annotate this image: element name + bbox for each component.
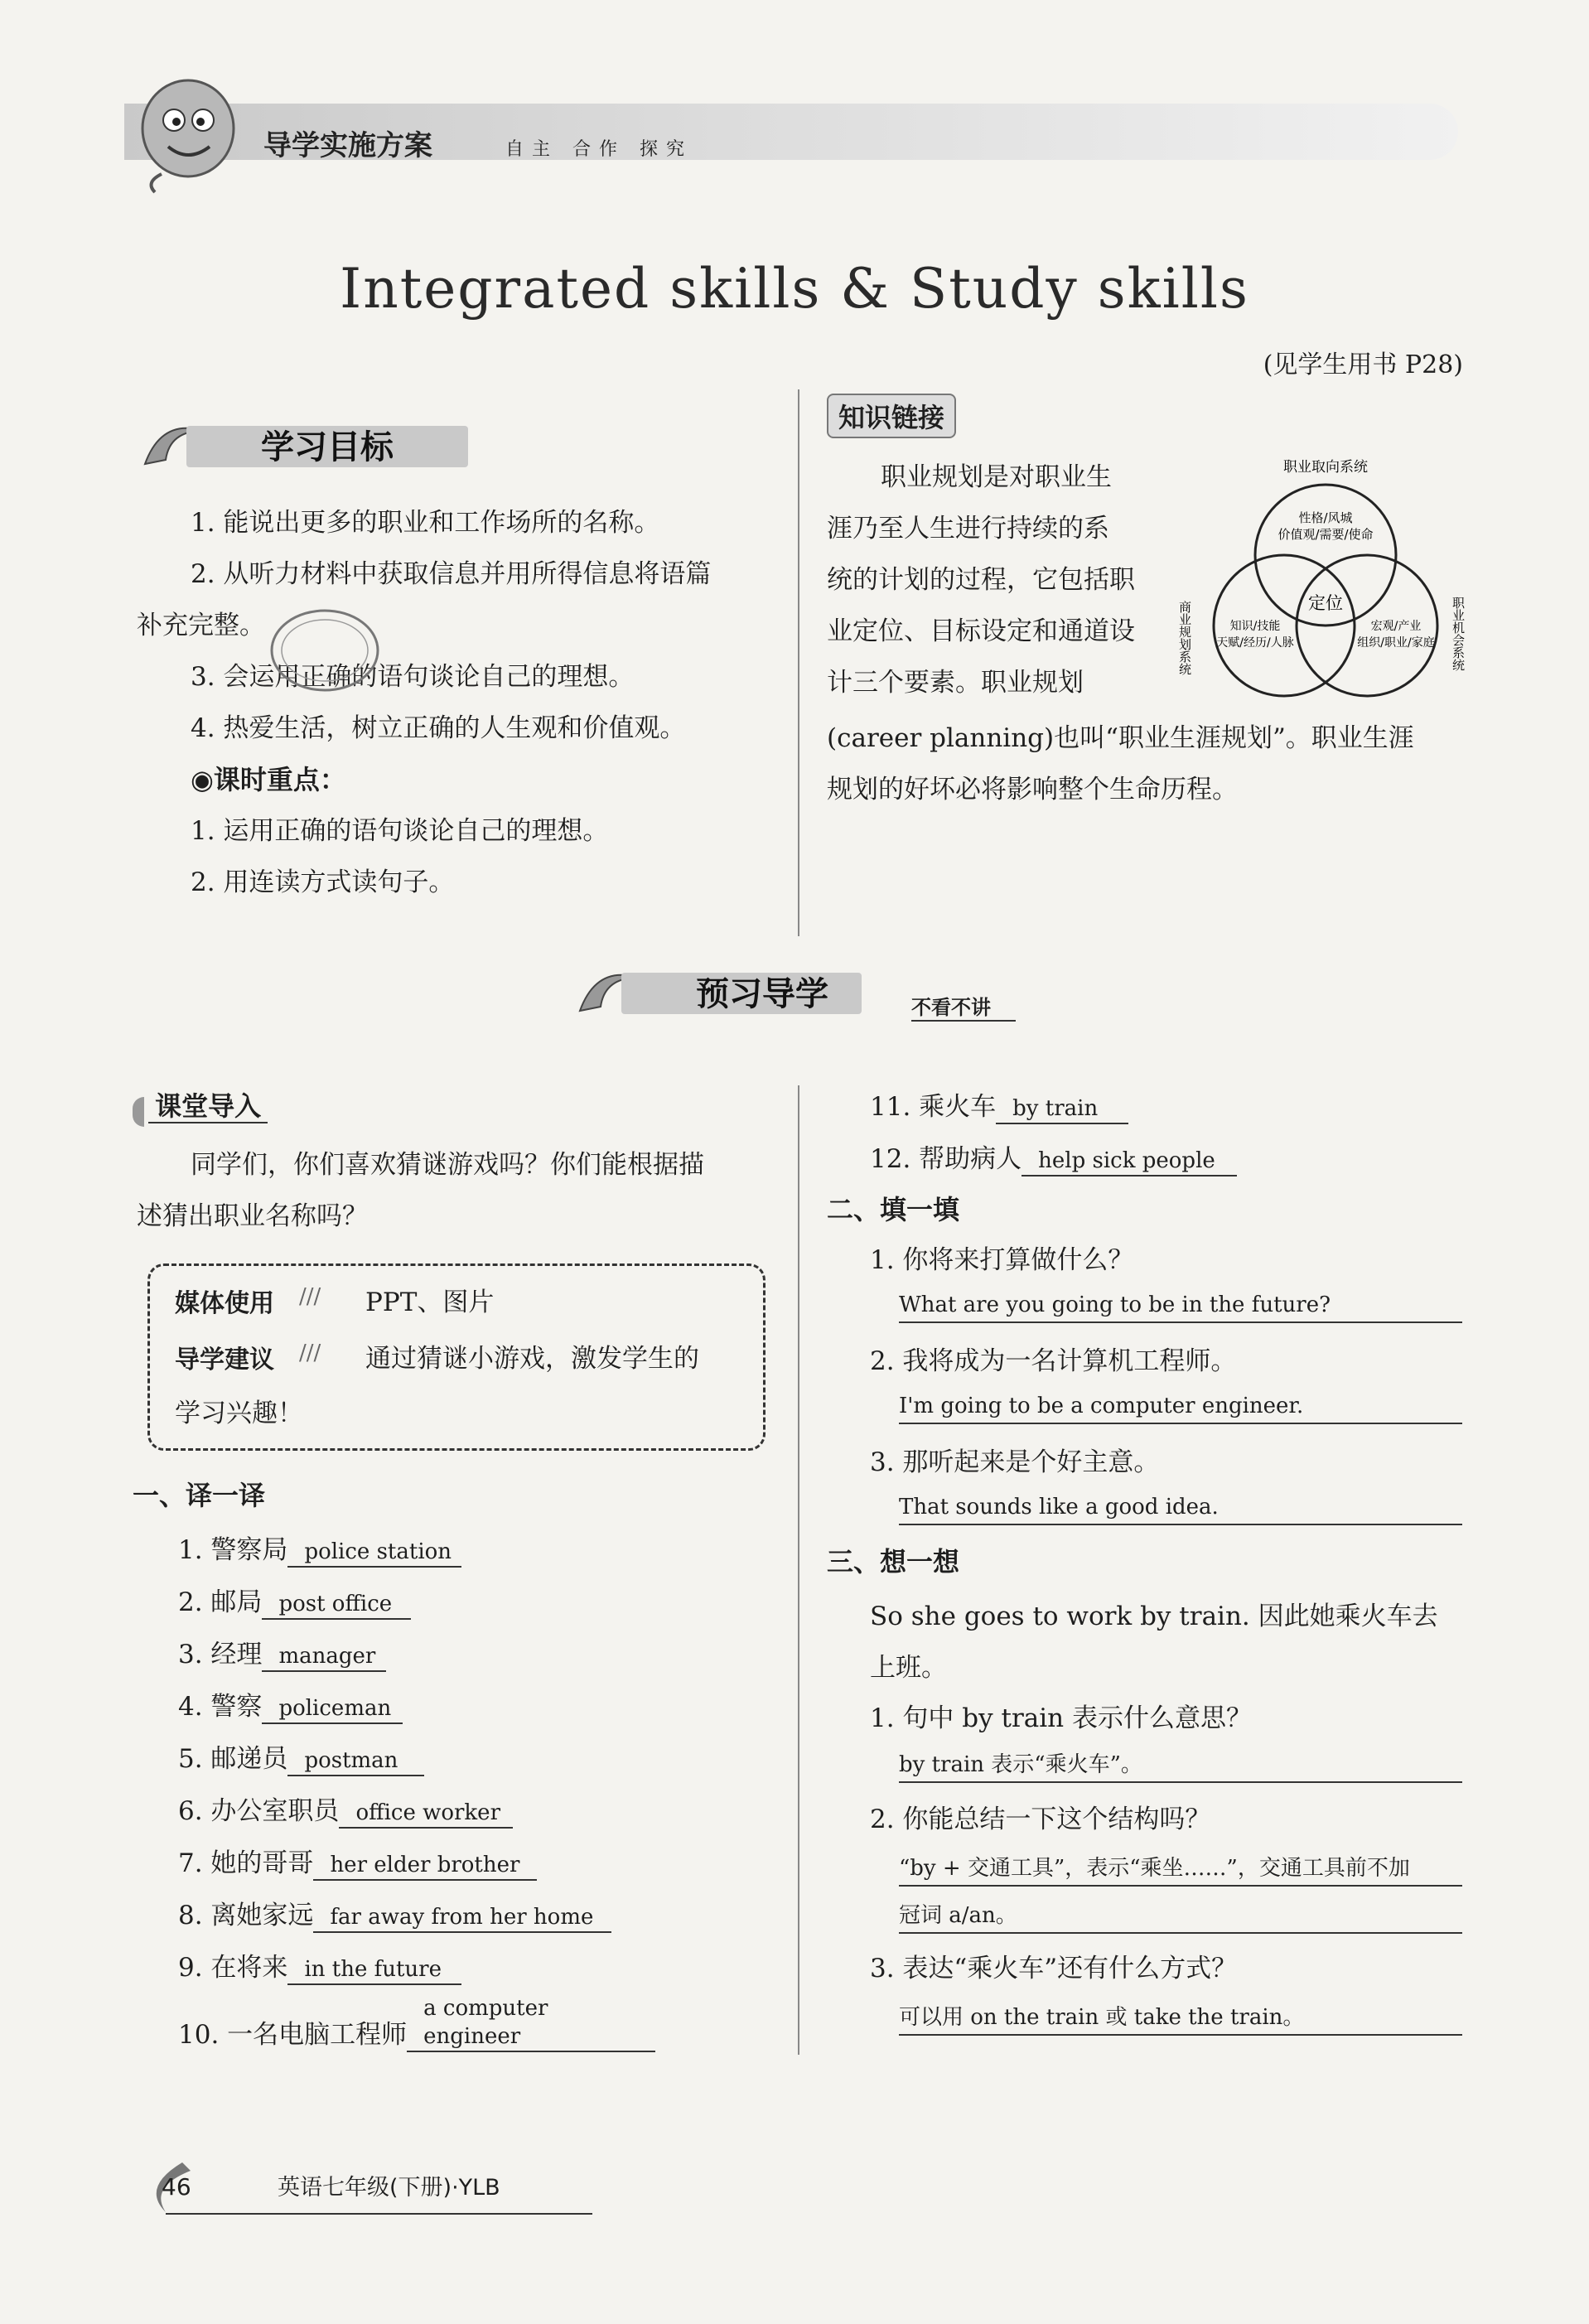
teaching-tips-box [147,1263,766,1451]
translate-item [178,1681,775,1733]
fill-answer: That sounds like a good idea. [899,1491,1462,1525]
media-value: PPT、图片 [365,1288,495,1317]
column-divider [798,1085,799,2055]
textbook-reference: (见学生用书 P28) [1263,350,1463,379]
column-divider [798,389,799,936]
preview-banner [572,961,1036,1021]
knowledge-text-full [827,713,1473,815]
translate-answer: a computer engineer [407,1994,655,2052]
intro-line: 述猜出职业名称吗？ [137,1201,368,1231]
translate-answer: in the future [287,1955,461,1985]
svg-text:宏观/产业: 宏观/产业 [1370,620,1422,633]
fill-answer: I'm going to be a computer engineer. [899,1389,1462,1424]
translate-answer: post office [262,1590,411,1620]
fill-question: 2. 我将成为一名计算机工程师。 [870,1346,1237,1376]
translate-list-continued [870,1081,1483,1186]
translate-list [178,1524,775,2050]
objective-item: 2. 从听力材料中获取信息并用所得信息将语篇 [191,559,712,589]
key-points-label: ◉课时重点： [191,764,346,795]
stamp-seal [267,605,383,696]
think-answer: 可以用 on the train 或 take the train。 [899,2001,1462,2036]
translate-answer: office worker [339,1799,513,1829]
key-point-item: 2. 用连读方式读句子。 [191,867,455,897]
footer-title: 英语七年级(下册)·YLB [278,2175,500,2201]
translate-question: 12. 帮助病人 [870,1144,1022,1174]
think-answer: 冠词 a/an。 [899,1899,1462,1934]
advice-line: 学习兴趣！ [175,1399,303,1428]
diagram-center: 定位 [1308,593,1343,613]
objective-item: 4. 热爱生活，树立正确的人生观和价值观。 [191,713,686,743]
think-line: 上班。 [870,1653,947,1683]
fill-answer: What are you going to be in the future? [899,1288,1462,1323]
knowledge-line: 涯乃至人生进行持续的系 [827,514,1109,544]
knowledge-line: 规划的好坏必将影响整个生命历程。 [827,775,1238,804]
think-intro [870,1591,1483,1693]
objective-item: 补充完整。 [137,611,265,640]
think-question: 2. 你能总结一下这个结构吗？ [870,1805,1211,1834]
objective-item: 1. 能说出更多的职业和工作场所的名称。 [191,508,660,538]
knowledge-line: 业定位、目标设定和通道设 [827,616,1135,646]
translate-question: 9. 在将来 [178,1953,288,1983]
mascot-icon [128,70,244,195]
svg-text:商业规划系统: 商业规划系统 [1177,601,1192,675]
translate-heading: 一、译一译 [133,1480,266,1511]
knowledge-line: 职业规划是对职业生 [881,462,1112,492]
key-point-item: 1. 运用正确的语句谈论自己的理想。 [191,816,609,846]
translate-answer: her elder brother [313,1851,537,1881]
translate-item [178,1838,775,1890]
objectives-banner [137,414,485,474]
header-title: 导学实施方案 [263,129,432,162]
svg-text:天赋/经历/人脉: 天赋/经历/人脉 [1216,636,1294,650]
svg-text:价值观/需要/使命: 价值观/需要/使命 [1277,527,1374,542]
think-line: So she goes to work by train. 因此她乘火车去 [870,1602,1438,1631]
knowledge-line: 统的计划的过程，它包括职 [827,565,1135,595]
page-title: Integrated skills & Study skills [340,257,1249,321]
translate-answer: postman [287,1747,424,1776]
intro-label-wrap [133,1085,268,1127]
objectives-title: 学习目标 [261,428,394,466]
translate-question: 5. 邮递员 [178,1744,288,1774]
think-heading: 三、想一想 [827,1546,960,1578]
translate-item [870,1133,1483,1186]
translate-item [178,1577,775,1629]
svg-text:知识/技能: 知识/技能 [1229,620,1281,633]
svg-text:组织/职业/家庭: 组织/职业/家庭 [1357,636,1435,650]
translate-question: 4. 警察 [178,1692,263,1722]
fill-question: 1. 你将来打算做什么？ [870,1245,1134,1275]
translate-question: 10. 一名电脑工程师 [178,2020,408,2050]
intro-label: 课堂导入 [148,1090,268,1123]
knowledge-link-label: 知识链接 [827,394,956,438]
knowledge-line: (career planning)也叫“职业生涯规划”。职业生涯 [827,723,1414,753]
media-label: 媒体使用 [175,1289,274,1318]
think-answer: by train 表示“乘火车”。 [899,1748,1462,1783]
translate-question: 3. 经理 [178,1640,263,1669]
translate-question: 11. 乘火车 [870,1092,997,1122]
hatch-icon: /// [299,1341,321,1365]
translate-answer: police station [287,1538,461,1568]
page-number: 46 [162,2173,191,2201]
translate-question: 6. 办公室职员 [178,1796,340,1826]
think-answer: “by + 交通工具”，表示“乘坐……”，交通工具前不加 [899,1852,1462,1887]
translate-answer: help sick people [1022,1147,1237,1176]
translate-question: 8. 离她家远 [178,1901,314,1930]
objective-item: 3. 会运用正确的语句谈论自己的理想。 [191,662,635,692]
think-question: 3. 表达“乘火车”还有什么方式？ [870,1954,1238,1983]
translate-answer: far away from her home [313,1903,611,1933]
diagram-top-label: 职业取向系统 [1283,459,1368,476]
career-venn-diagram [1168,452,1483,717]
knowledge-text [827,452,1175,708]
translate-question: 7. 她的哥哥 [178,1848,314,1878]
header-tags: 自主 合作 探究 [505,139,693,160]
svg-text:性格/风城: 性格/风城 [1298,510,1353,525]
intro-text [137,1139,783,1242]
hatch-icon: /// [299,1284,321,1309]
fill-heading: 二、填一填 [827,1194,960,1225]
translate-item [178,1733,775,1785]
intro-line: 同学们，你们喜欢猜谜游戏吗？你们能根据描 [191,1150,704,1180]
objectives-list [137,497,783,908]
preview-subtitle: 不看不讲 [911,991,1016,1022]
translate-item [178,1524,775,1577]
translate-answer: manager [262,1642,386,1672]
translate-item [870,1081,1483,1133]
advice-label: 导学建议 [175,1346,274,1375]
translate-answer: policeman [262,1694,403,1724]
translate-item [178,1994,775,2050]
translate-item [178,1942,775,1994]
advice-line: 通过猜谜小游戏，激发学生的 [365,1344,699,1374]
bracket-icon [133,1097,144,1127]
think-question: 1. 句中 by train 表示什么意思？ [870,1703,1252,1733]
fill-question: 3. 那听起来是个好主意。 [870,1447,1160,1477]
translate-item [178,1629,775,1681]
knowledge-line: 计三个要素。职业规划 [827,668,1084,698]
svg-text:职业机会系统: 职业机会系统 [1451,597,1466,671]
translate-item [178,1785,775,1838]
translate-question: 2. 邮局 [178,1587,263,1617]
translate-answer: by train [996,1094,1128,1124]
preview-title: 预习导学 [696,975,828,1013]
translate-item [178,1890,775,1942]
translate-question: 1. 警察局 [178,1535,288,1565]
